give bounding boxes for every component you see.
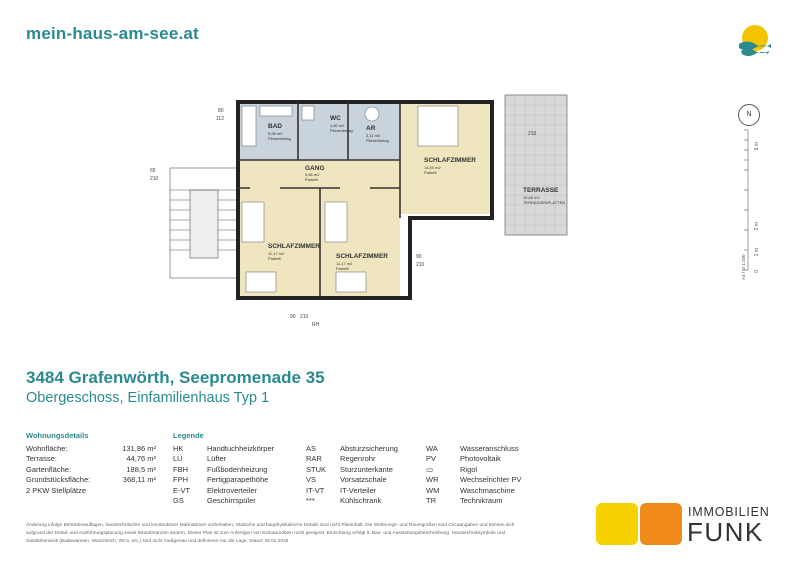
logo-line2: FUNK [687,517,764,547]
scale-mark-1m: 1 m [754,248,760,257]
page-subtitle: Obergeschoss, Einfamilienhaus Typ 1 [26,390,270,406]
legend-col-1 [173,444,274,506]
legend-item: GS Geschirrspüler [173,496,256,506]
scale-mark-5m: 5 m [754,142,760,151]
room-floor-bad: Fliesenbelag [268,136,291,141]
dim-65: 65 [150,168,156,174]
room-label-terrasse: TERRASSE [523,187,559,194]
legend-item: WM Waschmaschine [426,485,515,495]
details-list [26,444,156,496]
dim-rh: RH [312,322,320,328]
room-label-gang: GANG [305,165,325,172]
room-floor-sz1: Parkett [424,170,437,175]
logo-orange-square [640,503,682,545]
legend-item: LÜ Lüfter [173,454,227,464]
detail-row: Terrasse: 44,76 m² [26,454,156,464]
dim-90b: 90 [290,314,296,320]
room-floor-ar: Fliesenbelag [366,138,389,143]
logo-yellow-square [596,503,638,545]
dim-80: 80 [218,108,224,114]
legend-item: IT-VT IT-Verteiler [306,485,377,495]
room-label-sz2: SCHLAFZIMMER [268,243,320,250]
legend-item: *** Kühlschrank [306,496,382,506]
legend-item: VS Vorsatzschale [306,475,387,485]
detail-row: 2 PKW Stellplätze [26,485,87,495]
detail-row: Wohnfläche: 131,86 m² [26,444,156,453]
room-label-bad: BAD [268,123,283,130]
room-label-sz3: SCHLAFZIMMER [336,253,388,260]
room-label-sz1: SCHLAFZIMMER [424,157,476,164]
legend-item: FPH Fertigparapethöhe [173,475,269,485]
scale-mark-2m: 2 m [754,222,760,231]
floor-plan [150,90,590,330]
room-area-wc: 1,80 m2 [330,123,345,128]
north-arrow-icon: N [738,104,760,126]
legend-item: FBH Fußbodenheizung [173,464,268,474]
legend-item: HK Handtuchheizkörper [173,444,275,453]
dim-90: 90 [416,254,422,260]
details-heading: Wohnungsdetails [26,431,89,440]
detail-row: Grundstücksfläche: 368,11 m² [26,475,156,485]
legend-col-2 [306,444,398,506]
lake-logo-icon [735,22,775,67]
room-floor-sz2: Parkett [268,256,281,261]
legend-heading: Legende [173,431,204,440]
room-area-bad: 5,98 m2 [268,131,283,136]
legend-item: PV Photovoltaik [426,454,501,464]
dim-210a: 210 [150,176,159,182]
legend-item: WA Wasseranschluss [426,444,519,453]
scale-mark-0: 0 [754,270,760,273]
legend-col-3 [426,444,522,506]
room-area-sz3: 11,17 m2 [336,261,353,266]
room-floor-terrasse: TERRASSENPLATTEN [523,200,566,205]
logo-line1: IMMOBILIEN [688,505,770,519]
room-area-sz1: 14,50 m2 [424,165,441,170]
detail-row: Gartenfläche: 188,5 m² [26,464,156,474]
legend-item: AS Absturzsicherung [306,444,398,453]
legend-item: WR Wechselrichter PV [426,475,522,485]
legend-item: STUK Sturzunterkante [306,464,393,474]
room-area-ar: 3,11 m2 [366,133,381,138]
dim-210d: 210 [528,131,537,137]
room-area-gang: 9,86 m2 [305,172,320,177]
dim-210b: 210 [416,262,425,268]
site-url: mein-haus-am-see.at [26,24,199,43]
room-area-sz2: 11,17 m2 [268,251,285,256]
page-title: 3484 Grafenwörth, Seepromenade 35 [26,368,325,387]
room-floor-gang: Parkett [305,177,318,182]
room-area-terrasse: 10,65 m2 [523,195,540,200]
room-floor-wc: Fliesenbelag [330,128,353,133]
disclaimer-text: Änderung infolge Behördenauflagen, haustechnischer und konstruktiver Maßnahmen vorbehalten. Statische und bauphysikalische Details sind nicht Planinhalt. Die Wohnungs- und Raumgrößen sind Circaangaben und können sich aufgrund der Detail- und Ausführungsplanung sowie Bautoleranzen ändern. Dieser Plan ist zum Anfertigen von Einbaumöbeln nicht geeignet. Einrichtung erfolgt lt. Bau- und Ausstattungsbeschreibung. Haustechniksymbole und Sanitärkeramik (Badewannen, Waschtisch, WCs, etc.) sind nicht maßgenau und definieren nur die Lage. Stand: 26.02.2025 [26,523,515,544]
scale-bar [742,130,772,285]
legend-item: ▭ Rigol [426,464,478,474]
room-floor-sz3: Parkett [336,266,349,271]
legend-item: RAR Regenrohr [306,454,376,464]
staircase [170,168,238,278]
room-label-wc: WC [330,115,341,122]
dim-112: 112 [216,116,224,122]
dim-210c: 210 [300,314,309,320]
room-label-ar: AR [366,125,376,132]
legend-item: TR Technikraum [426,496,503,506]
legend-item: E-VT Elektroverteiler [173,485,258,495]
scale-label: A4 / M 1:100 [741,254,746,280]
